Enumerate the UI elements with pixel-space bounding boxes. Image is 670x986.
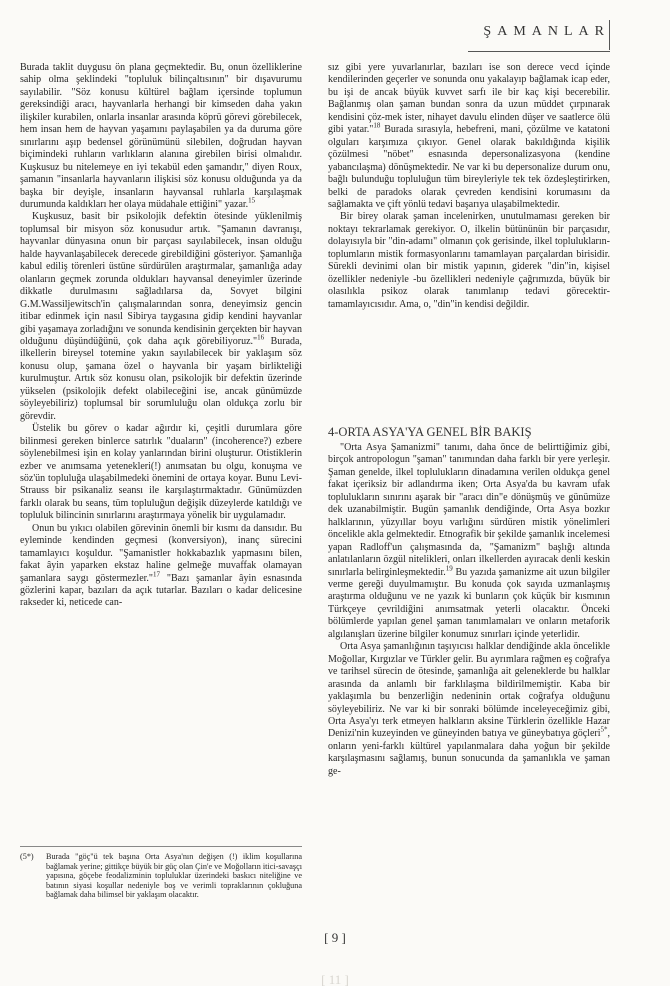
paragraph-text: Burada taklit duygusu ön plana geçmektedir. Bu, onun özelliklerine sahip olma şeklindeki "topluluk bilinçaltısının" bir dışavurumu sayılabilir. "Söz konusu kültürel bağlam içersinde toplumun gereksindiği aracı, hayvanlarla herhangi bir kimseden daha yakın ilişkiler kurabilen, onlarla insanlar arasında köprü görevi görebilecek, hem insan hem de hayvan yaşamını paylaşabilen ya da duruma göre sınırlarını aşıp bedensel görünümünü silebilen, doğrudan hayvan biçimindeki ruhların varlıkların alanına girebilen birisi olmalıdır. Kuşkusuz bu nitelemeye en iyi tekabül eden şamandır," diyen Roux, şamanın "insanlarla hayvanların ilişkisi söz konusu olduğunda ya da başka bir deyişle, insanların hayvansal ruhlarla karşılaşmak durumunda kaldıkları her olaya müdahale ettiğini" yazar. [20,62,302,210]
paragraph [20,211,302,423]
paragraph-text: Onun bu yıkıcı olabilen görevinin önemli bir kısmı da dansıdır. Bu eyleminde kendinden geçmesi (konversiyon), inanç sürecini tamamlayıcı koşuldur. "Şamanistler hokkabazlık yapmasını bilen, fakat âyin yaparken ekstaz haline gelmeğe muvaffak olamayan şamanlara saygı göstermezler." [20,522,302,584]
paragraph [20,523,302,610]
running-header-title: ŞAMANLAR [483,24,610,39]
header-rule [468,51,610,52]
paragraph [328,641,610,778]
left-column [20,62,302,610]
paragraph-text: , onların yeni-farklı kültürel yapılanmalara daha yoğun bir şekilde karşılaşmasını sağlamış, bunun sonucunda da şamanlıkla ve şaman ge- [328,728,610,777]
endnote-ref: 16 [257,333,265,342]
right-column [328,62,610,311]
paragraph-text: Bu yazıda şamanizme ait uzun bilgiler verme gereği duyulmamıştır. Bu konuda çok sayıda uzmanlaşmış araştırma olduğunu ve ne yazık ki bunların çok küçük bir kısmının Türkçeye çevrildiğini anımsatmak yeterli olacaktır. Önceki bölümlerde yapılan genel şaman tanımlamaları ve onların metaforik algılanışları üzerine bilgiler konumuz sınırları içinde yeterlidir. [328,566,610,640]
endnote-ref: 17 [153,570,161,579]
paragraph [328,442,610,641]
paragraph [328,211,610,311]
paragraph-text: Kuşkusuz, basit bir psikolojik defektin ötesinde yüklenilmiş toplumsal bir misyon söz konusudur artık. "Şamanın davranışı, hayvanlar dünyasına onun bir parçası sayılabilecek, insan olduğu halde hayvanlaşabilecek derecede girebildiğini gösteriyor. Şamanlığa kabul ediliş törenleri üstüne sürdürülen araştırmalar, şamanlığa aday olanların geçmek zorunda oldukları hayvansal deneyimler üzerinde dikkatle durulmasını sağladılarsa da, Sovyet bilgini G.M.Wassiljewitsch'in çalışmalarından sonra, deneyimsiz gencin itibar edinmek için nasıl Sibirya taygasına gidip kendini hayvanlar gibi yaşamaya zorladığını ve sonunda kendisinin gerçekten bir hayvan olduğunu düşündüğünü, çok daha açık görebiliyoruz." [20,211,302,347]
endnote-ref: 18 [373,121,381,130]
paragraph [20,62,302,211]
footnote-mark: (5*) [20,852,34,861]
footnote [20,852,302,900]
show-through-page-number: [ 11 ] [321,972,349,986]
paragraph [328,62,610,211]
footnote-text: Burada "göç"ü tek başına Orta Asya'nın değişen (!) iklim koşullarına bağlamak yerine; gittikçe büyük bir güç olan Çin'e ve Moğolların itici-savaşçı yapısına, göçebe feodalizminin topluluklar üzerindeki baskıcı niteliğine ve batının siyasi koşullar nedeniyle boş ve verimli topraklarının çokluğuna bağlamak daha bilimsel bir yaklaşım olacaktır. [46,852,302,900]
paragraph-text: Bir birey olarak şaman incelenirken, unutulmaması gereken bir noktayı tekrarlamak gerekiyor. O, ilkelin bütününün bir parçasıdır, dolayısıyla bir "din-adamı" olmanın çok gerisinde, ilkel toplulukların-toplumların mistik formasyonlarını tamamlayan parçalardan birisidir. Sürekli devinimi olan bir mistik yapının, giderek "din"in, kişisel özellikler nedeniyle -bu özellikleri nedeniyle çağrımızda, büyük bir olasılıkla psikoz olarak tanımlanıp tedavi görecektir- tamamlayıcısıdır. Ama, o, "din"in kendisi değildir. [328,211,610,310]
footnote-rule [20,846,302,847]
paragraph-text: Orta Asya şamanlığının taşıyıcısı halklar dendiğinde akla öncelikle Moğollar, Kırgızlar ve Türkler gelir. Bu ayrımlara rağmen eş coğrafya ve tarihsel sürecin de ötesinde, şamanlığa ait geleneklerde bu halklar arasında da anlamlı bir farklılaşma bildirilmemiştir. Kaba bir yaklaşımla bu benzerliğin nedeninin ortak coğrafya olduğunu söyleyebiliriz. Ne var ki bir sonraki bölümde inceleyeceğimiz gibi, Orta Asya'yı terk etmeyen halkların aksine Türklerin özellikle Hazar Denizi'nin kuzeyinden ve güneyinden batıya ve güneybatıya göçleri [328,641,610,740]
paragraph-text: Burada sırasıyla, hebefreni, mani, çözülme ve katatoni olguları karşımıza çıkıyor. Genel olarak bakıldığında kişilik çözülmesi "nöbet" esnasında depersonalizasyona (kendine yabancılaşma) dönüşmektedir. Ne var ki bu depersonalize durum onu, bağlı bulunduğu topluluğun tüm bireyleriyle tek tek özdeşleştirirken, belki de paradoks olarak çevreden kendisini korumasını da sağlamakta ve çift yönlü tedavi başarıya ulaşabilmektedir. [328,124,610,210]
paragraph-text: Burada, ilkellerin bireysel totemine yakın sayılabilecek bir yaklaşım söz konusu olup, şamana özel o hayvanla bir yaşam birlikteliği kurulmuştur. Artık söz konusu olan, psikolojik bir defektin üzerinde yükselen (psikolojik defekt olabileceğini ise, ancak günümüzde söyleyebiliriz) toplumsal bir sorumluluğu olan oldukça zorlu bir görevdir. [20,335,302,422]
endnote-ref: 19 [445,564,453,573]
paragraph-text: Üstelik bu görev o kadar ağırdır ki, çeşitli durumlara göre bilinmesi gereken binlerce satırlık "duaların" (incoherence?) ezbere söylenebilmesi işin en kolay yanlarından birini oluşturur. Otistiklerin ezber ve anımsama yetenekleri(!) anımsatan bu olgu, konuşma ve söz'ün topluluğa ulaşabilmedeki önemini de ortaya koyar. Bunu Levi-Strauss bir psikanaliz seansı ile karşılaştırmaktadır. Günümüzden farklı olarak bu seans, tüm topluluğun değişik düzeylerde katıldığı ve topluluk bilincinin sınırlarını araştırmaya yönelik bir uygulamadır. [20,423,302,522]
footnote-ref: 5* [600,726,608,735]
paragraph [20,423,302,523]
page-number: [ 9 ] [324,930,346,945]
right-column-continued [328,442,610,778]
section-heading: 4-ORTA ASYA'YA GENEL BİR BAKIŞ [328,425,532,439]
paragraph-text: "Orta Asya Şamanizmi" tanımı, daha önce de belirttiğimiz gibi, birçok antropologun "şaman" tanımından daha farklı bir yere yerleşir. Şaman genelde, ilkel toplulukların dinadamına verilen oldukça genel fakat içeriksiz bir adlandırma iken; Orta Asya'da bu kavram ufak toplulukların sınırını aşarak bir "aracı din"e dönüşmüş ve günümüze dek uzanabilmiştir. Bugün şamanlık dendiğinde, Orta Asya bozkır halklarının, yüzyıllar boyu varlığını sürdüren mistik yönelimleri öncelikle akla gelmektedir. Etnografik bir şekilde şamanlık incelemesi yapan Radloff'un çalışmasında da, "Şamanizm" başlığı altında anlatılanların özgül nitelikleri, onları ilkellerden ayıracak denli keskin sınırlarla belirginleşmektedir. [328,442,610,578]
endnote-ref: 15 [248,196,256,205]
paragraph-text: "Bazı şamanlar âyin esnasında gözlerini kapar, bazıları da açık tutarlar. Bazıları o kadar delicesine rakseder ki, neticede can- [20,572,302,609]
paragraph-text: sız gibi yere yuvarlanırlar, bazıları ise son derece vecd içinde kendilerinden geçerler ve sonunda onu yakalayıp bağlamak icap eder, bu işi de ancak büyük kuvvet sarfı ile bir kaç kişi becerebilir. Bağlanmış olan şaman bundan sonra da uzun müddet çırpınarak kendisini çöz-mek ister, nihayet davulu elinden düşer ve saatlerce ölü gibi yatar." [328,62,610,136]
